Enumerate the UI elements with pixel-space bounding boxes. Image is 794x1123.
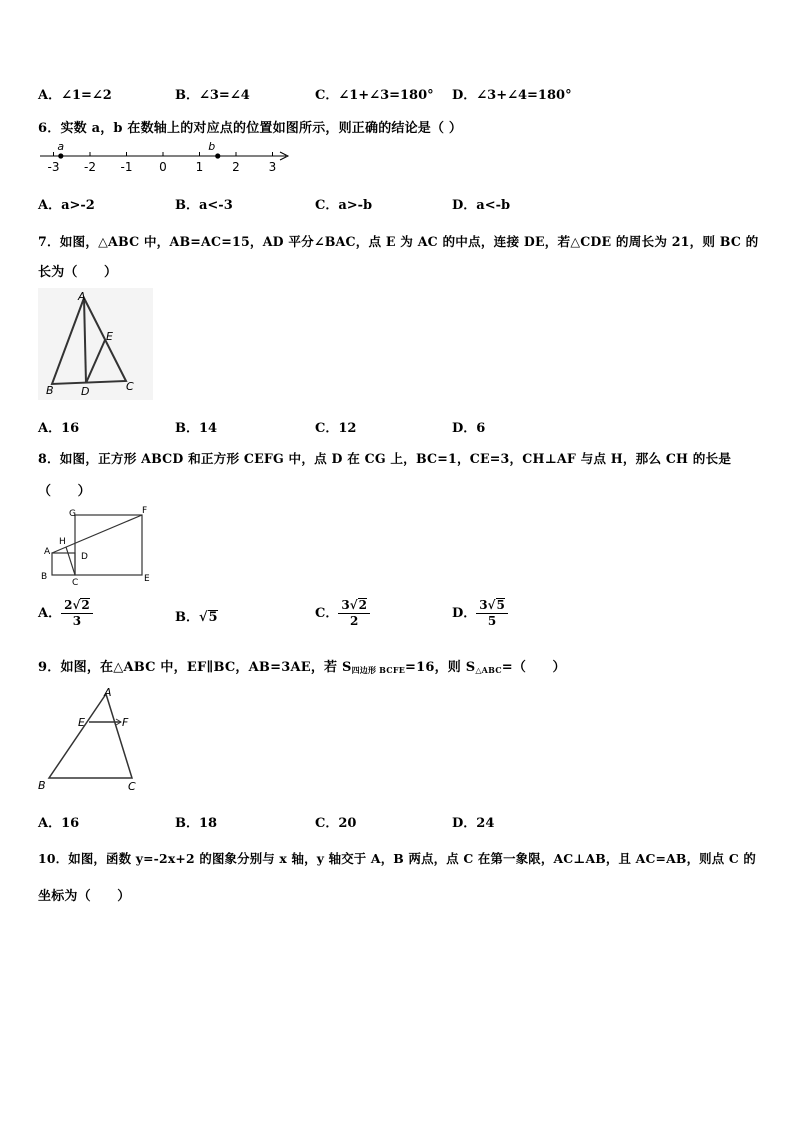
label-e: E <box>144 574 150 584</box>
q10-stem-line1: 10．如图，函数 y=-2x+2 的图象分别与 x 轴，y 轴交于 A，B 两点，点 C 在第一象限，AC⊥AB，且 AC=AB，则点 C 的 <box>38 851 757 866</box>
q8-option-c: C． $\frac{3√2}{2}$ <box>315 598 370 629</box>
label-e: E <box>78 716 85 729</box>
q8-option-b: B．√5 <box>175 610 218 625</box>
q9-option-c: C．20 <box>315 816 357 831</box>
q6-option-d: D．a<-b <box>452 198 511 213</box>
label-c: C <box>128 780 136 793</box>
q8-figure <box>38 503 158 587</box>
q6-option-c: C．a>-b <box>315 198 373 213</box>
label-g: G <box>69 509 76 519</box>
label-f: F <box>142 506 148 516</box>
tick-label: 0 <box>159 160 167 174</box>
label-h: H <box>59 537 66 547</box>
q6-number-line <box>36 140 296 180</box>
tick-label: -1 <box>120 160 133 174</box>
q8-option-a: A． $\frac{2√2}{3}$ <box>38 598 93 629</box>
q9-option-b: B．18 <box>175 816 218 831</box>
tick-label: 1 <box>195 160 204 174</box>
q8-stem-line2: （ ） <box>38 484 91 499</box>
q10-stem-line2: 坐标为（ ） <box>38 889 131 904</box>
q8-option-d: D． $\frac{3√5}{5}$ <box>452 598 508 629</box>
q5-option-a: A．∠1=∠2 <box>38 88 112 103</box>
label-c: C <box>126 380 134 393</box>
label-a: A <box>78 290 86 303</box>
q7-option-a: A．16 <box>38 421 80 436</box>
label-b: B <box>38 779 46 792</box>
point-a-label: a <box>57 140 65 153</box>
label-c: C <box>72 578 79 587</box>
label-b: B <box>41 572 48 582</box>
q5-option-b: B．∠3=∠4 <box>175 88 250 103</box>
label-a: A <box>44 547 51 557</box>
point-b-label: b <box>208 140 216 153</box>
label-d: D <box>81 385 90 398</box>
q9-figure <box>36 686 146 796</box>
label-b: B <box>46 384 54 397</box>
q7-option-b: B．14 <box>175 421 218 436</box>
tick-label: 2 <box>232 160 240 174</box>
q9-option-a: A．16 <box>38 816 80 831</box>
segment-ch <box>66 547 75 575</box>
tick-label: -3 <box>47 160 60 174</box>
q5-option-d: D．∠3+∠4=180° <box>452 88 572 103</box>
point-b <box>215 153 220 158</box>
point-a <box>58 153 63 158</box>
label-a: A <box>104 686 112 699</box>
q9-option-d: D．24 <box>452 816 495 831</box>
q7-stem-line2: 长为（ ） <box>38 265 118 280</box>
label-f: F <box>122 716 129 729</box>
q6-stem: 6．实数 a，b 在数轴上的对应点的位置如图所示，则正确的结论是（ ） <box>38 121 463 136</box>
label-d: D <box>81 552 88 562</box>
tick-label: 3 <box>268 160 277 174</box>
q6-option-a: A．a>-2 <box>38 198 95 213</box>
q5-option-c: C．∠1+∠3=180° <box>315 88 434 103</box>
q7-stem-line1: 7．如图，△ABC 中，AB=AC=15，AD 平分∠BAC，点 E 为 AC 的中点，连接 DE，若△CDE 的周长为 21，则 BC 的 <box>38 234 759 249</box>
square-cefg <box>75 515 142 575</box>
q6-option-b: B．a<-3 <box>175 198 233 213</box>
label-e: E <box>106 330 113 343</box>
q9-stem: 9．如图，在△ABC 中，EF∥BC，AB=3AE，若 $S_{四边形 BCFE}=16$，则 $S_{\triangle ABC}=$（ ） <box>38 660 566 675</box>
q7-option-c: C．12 <box>315 421 357 436</box>
tick-label: -2 <box>84 160 96 174</box>
q7-option-d: D．6 <box>452 421 486 436</box>
triangle-abc <box>49 694 132 778</box>
q7-figure <box>38 288 153 400</box>
q8-stem-line1: 8．如图，正方形 ABCD 和正方形 CEFG 中，点 D 在 CG 上，BC=1，CE=3，CH⊥AF 与点 H，那么 CH 的长是 <box>38 451 732 466</box>
